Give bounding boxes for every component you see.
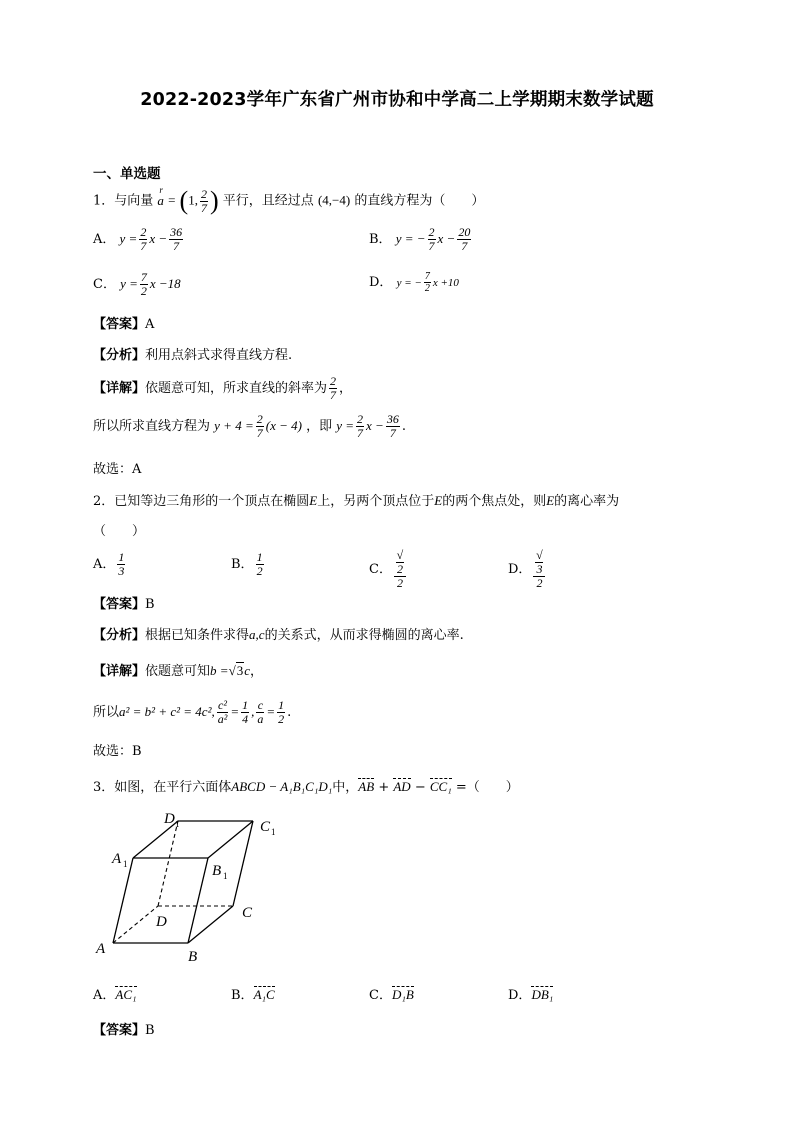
parallelepiped-figure (90, 805, 290, 970)
q3-answer-tag: 【答案】 (93, 1023, 146, 1038)
q1-line2-frac1: $\frac{2}{7}$ (256, 412, 263, 440)
q1-detail-text: 依题意可知，所求直线的斜率为 (145, 381, 328, 396)
label-c1-sub: 1 (271, 827, 276, 837)
q2-line2-frac2: $\frac{1}{4}$ (242, 698, 249, 726)
q3-plus: + (374, 780, 394, 795)
q2-option-c-label: C． (369, 562, 392, 577)
q1-option-b-frac2: $\frac{20}{7}$ (458, 225, 471, 253)
q2-line2-end: . (287, 705, 292, 720)
q2-analysis (93, 624, 464, 643)
q2-detail-eq-lhs: b = (210, 663, 229, 678)
section-heading: 一、单选题 (93, 166, 161, 182)
q3-option-a-label: A． (93, 988, 116, 1003)
label-d1-sub: 1 (175, 819, 180, 829)
q1-option-c-mid: x −18 (149, 276, 181, 291)
q2-option-b-label: B． (231, 557, 254, 572)
q2-option-b-frac: $\frac{1}{2}$ (256, 550, 263, 578)
q1-option-d-mid: x +10 (432, 277, 459, 289)
q1-option-b-lhs: y = − (395, 231, 426, 246)
q2-stem (93, 490, 619, 509)
q2-detail-text: 依题意可知 (145, 664, 211, 679)
label-b1-sub: 1 (223, 871, 228, 881)
q2-option-b[interactable] (231, 551, 266, 578)
q2-line2-prefix: 所以 (93, 705, 120, 720)
q3-vec-cc1: CC₁ (429, 779, 452, 794)
q1-option-c-frac: $\frac{7}{2}$ (140, 270, 147, 298)
q1-line2-frac3: $\frac{36}{7}$ (386, 412, 399, 440)
q1-option-d-label: D． (369, 275, 393, 290)
q1-option-c-label: C． (93, 277, 116, 292)
q2-analysis-a: 根据已知条件求得 (145, 628, 250, 643)
q3-option-c-vec: D₁B (391, 987, 414, 1002)
q1-line2-eq2b: x − (366, 418, 384, 433)
q1-detail (93, 375, 352, 402)
page-title: 2022-2023学年广东省广州市协和中学高二上学期期末数学试题 (140, 90, 654, 110)
q2-detail-end: ， (249, 664, 263, 679)
label-a1-sub: 1 (123, 859, 128, 869)
q3-option-b[interactable] (231, 984, 275, 1003)
q1-vector-name: a (157, 192, 164, 208)
q1-option-d[interactable] (369, 271, 459, 294)
q1-option-c[interactable] (93, 271, 181, 298)
q1-line2-frac2: $\frac{2}{7}$ (357, 412, 364, 440)
q1-option-a-label: A． (93, 232, 116, 247)
label-c: C (242, 905, 253, 921)
q1-option-c-lhs: y = (120, 276, 138, 291)
q2-option-d[interactable] (508, 549, 547, 590)
q1-answer-value: A (145, 317, 155, 332)
q2-line2-comma: , (251, 704, 255, 719)
q1-option-d-frac: $\frac{7}{2}$ (424, 271, 430, 294)
q2-choose: 故选：B (93, 744, 142, 759)
q1-option-a-mid: x − (149, 231, 168, 246)
q2-ellipse-e3: E (546, 493, 555, 508)
q3-stem-b: 中， (332, 780, 359, 795)
q1-option-a-frac2: $\frac{36}{7}$ (170, 225, 183, 253)
edge-a-a1 (113, 858, 133, 943)
q2-answer-tag: 【答案】 (93, 597, 146, 612)
q1-line2-eq1: y + 4 = (214, 418, 254, 433)
q1-option-d-lhs: y = − (396, 277, 422, 289)
q2-detail-eq-c: c (244, 663, 250, 678)
q3-option-b-label: B． (231, 988, 254, 1003)
q3-answer (93, 1019, 155, 1038)
q1-line2-prefix: 所以所求直线方程为 (93, 419, 211, 434)
q2-line2-eq-c: = (266, 704, 276, 719)
q1-option-b-frac1: $\frac{2}{7}$ (428, 225, 435, 253)
q2-ellipse-e1: E (309, 493, 318, 508)
q1-choose: 故选：A (93, 462, 142, 477)
q2-ellipse-e2: E (434, 493, 443, 508)
edge-d-d1 (158, 821, 178, 906)
q1-answer (93, 313, 154, 332)
q2-detail: 【详解】依题意可知b =√3c， (93, 663, 263, 679)
q1-option-a-lhs: y = (119, 231, 138, 246)
q1-detail-frac: $\frac{2}{7}$ (330, 374, 337, 402)
q1-line2-eq2: y = (336, 418, 355, 433)
label-b1: B (212, 863, 222, 879)
q3-option-b-vec: A₁C (253, 987, 275, 1002)
q3-vec-ab: AB (358, 779, 375, 794)
q1-option-b[interactable] (369, 226, 473, 253)
q2-answer-value: B (145, 597, 155, 612)
q3-option-c-label: C． (369, 988, 392, 1003)
q2-analysis-b: 的关系式，从而求得椭圆的离心率. (264, 628, 464, 643)
q1-analysis-text: 利用点斜式求得直线方程. (145, 348, 293, 363)
q3-solid: ABCD − A₁B₁C₁D₁ (231, 779, 333, 794)
label-b: B (188, 949, 198, 965)
q1-analysis (93, 344, 292, 363)
q1-line2-mid: ，即 (306, 419, 333, 434)
q2-stem-line2: （ ） (93, 524, 146, 539)
q1-option-a-frac1: $\frac{2}{7}$ (140, 225, 147, 253)
q1-analysis-tag: 【分析】 (93, 348, 146, 363)
q3-option-a[interactable] (93, 984, 137, 1003)
q2-stem-a: 2．已知等边三角形的一个顶点在椭圆 (93, 494, 310, 509)
q2-option-a-label: A． (93, 557, 116, 572)
edge-b-b1 (188, 858, 208, 943)
q2-line2-frac1: $\frac{\text{c²}}{\text{a²}}$ (217, 698, 228, 726)
q1-line2-eq1b: (x − 4) (265, 418, 302, 433)
q2-option-d-label: D． (508, 562, 532, 577)
q2-line2-eq: a² = b² + c² = 4c², (119, 704, 215, 719)
q2-option-c-frac: √ 2 2 (394, 549, 406, 590)
q3-answer-value: B (145, 1023, 155, 1038)
q3-option-d-label: D． (508, 988, 532, 1003)
q1-detail-end: ， (339, 381, 353, 396)
q1-vector (157, 184, 164, 209)
q3-option-a-vec: AC₁ (115, 987, 137, 1002)
q2-stem-b: 上，另两个顶点位于 (317, 494, 435, 509)
q2-analysis-tag: 【分析】 (93, 628, 146, 643)
q3-option-c[interactable] (369, 984, 414, 1003)
q1-vector-y: $\frac{2}{7}$ (200, 186, 207, 215)
q2-detail-eq-rad: 3 (236, 663, 244, 678)
label-a: A (96, 941, 106, 957)
q1-option-b-label: B． (369, 232, 392, 247)
q2-line2-frac4: $\frac{1}{2}$ (278, 698, 285, 726)
q2-option-a-frac: $\frac{1}{3}$ (118, 550, 125, 578)
q2-line2-frac3: $\frac{c}{a}$ (257, 698, 264, 726)
q1-vector-x: 1, (188, 192, 198, 208)
q1-answer-tag: 【答案】 (93, 317, 146, 332)
q2-option-c[interactable] (369, 549, 408, 590)
q2-option-d-frac: √ 3 2 (533, 549, 545, 590)
q2-option-a[interactable] (93, 551, 127, 578)
q2-stem-d: 的离心率为 (554, 494, 620, 509)
q3-stem-c: =（ ） (451, 780, 519, 795)
q2-detail-tag: 【详解】 (93, 664, 146, 679)
q2-analysis-var: a,c (249, 627, 265, 642)
q1-option-b-mid: x − (437, 231, 456, 246)
q3-option-d-vec: DB₁ (531, 987, 554, 1002)
q1-stem-prefix: 1．与向量 (93, 193, 154, 209)
q2-line2-eq-b: = (230, 704, 240, 719)
label-a1: A (112, 851, 122, 867)
q3-stem (93, 776, 519, 795)
q1-option-a[interactable] (93, 226, 185, 253)
label-c1: C (260, 819, 271, 835)
label-d: D (156, 914, 167, 930)
q3-stem-a: 3．如图，在平行六面体 (93, 780, 232, 795)
q1-stem-mid: 平行，且经过点 (222, 193, 314, 209)
q2-answer (93, 593, 155, 612)
q3-minus: − (410, 780, 430, 795)
edge-c-c1 (233, 821, 253, 906)
q1-stem: 1．与向量 r a = (1, $\frac{2}{7}$ ) 平行，且经过点 (4,−4) 的直线方程为（ ） (93, 184, 485, 215)
q3-vec-ad: AD (393, 779, 411, 794)
q1-line2-end: . (401, 419, 406, 434)
q1-detail-tag: 【详解】 (93, 381, 146, 396)
q1-vector-arrow: r (159, 184, 163, 195)
q2-detail-line2 (93, 699, 291, 726)
q1-stem-suffix: 的直线方程为（ ） (354, 193, 485, 209)
q1-detail-line2 (93, 413, 406, 440)
q2-stem-c: 的两个焦点处，则 (442, 494, 547, 509)
label-d1: D (164, 811, 175, 827)
q3-option-d[interactable] (508, 984, 553, 1003)
q1-point: (4,−4) (317, 192, 351, 208)
